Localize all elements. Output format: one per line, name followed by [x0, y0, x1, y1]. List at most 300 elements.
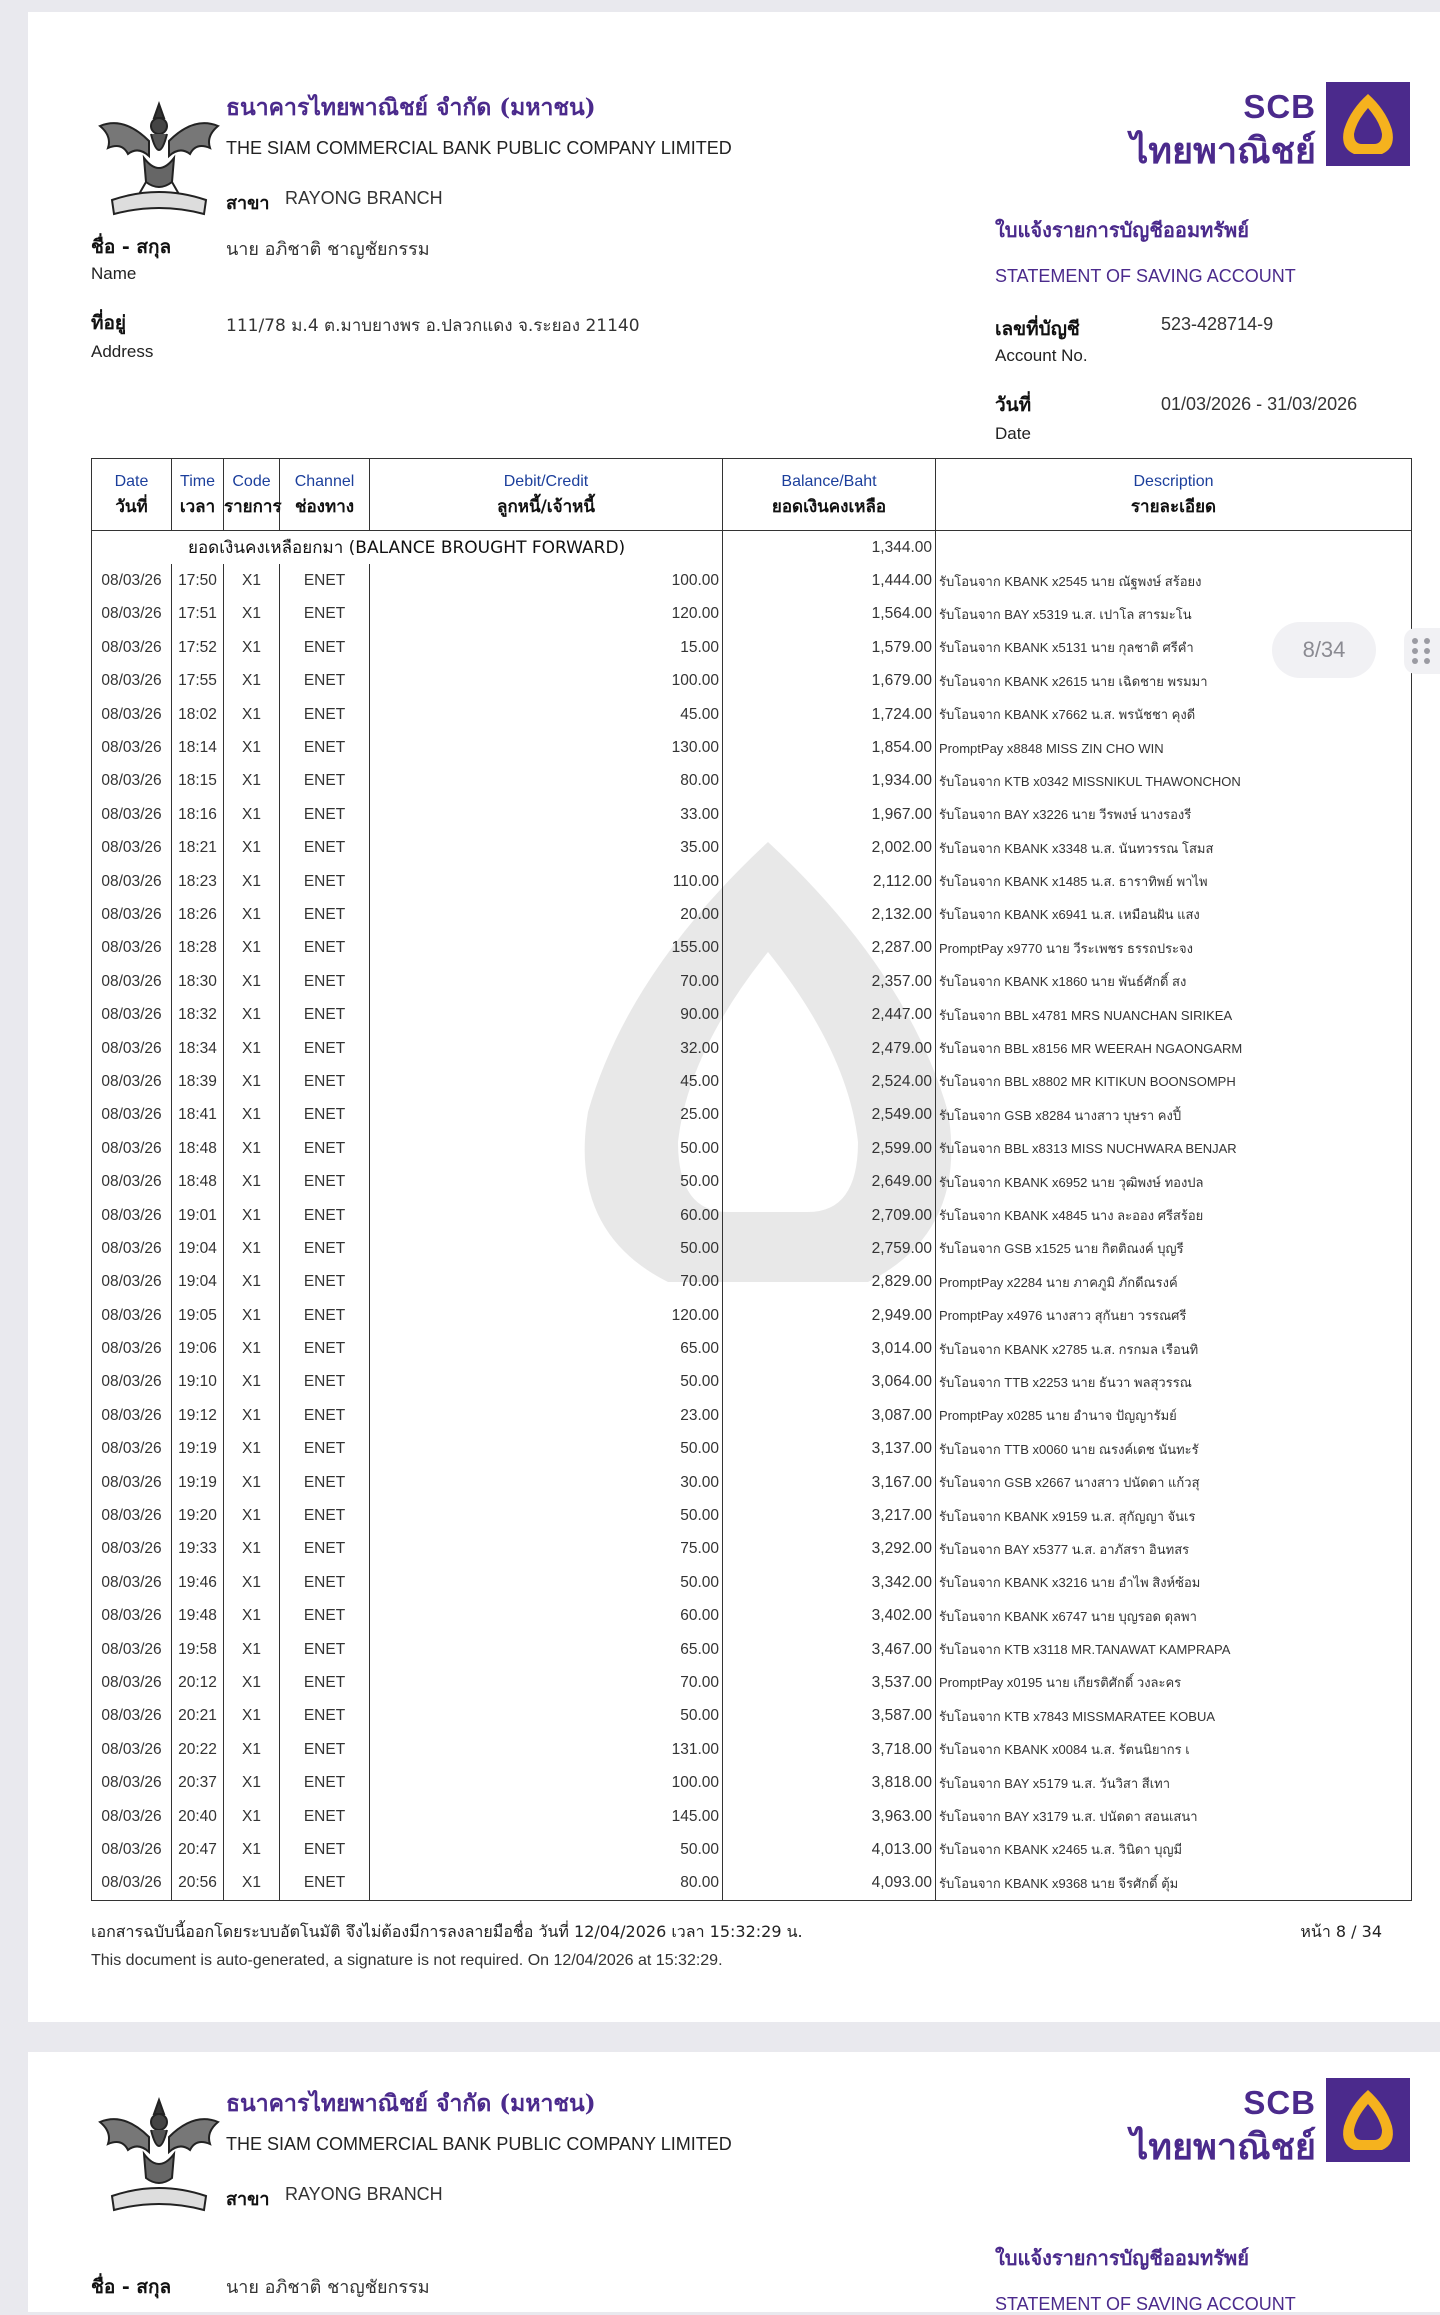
table-row — [92, 898, 1412, 931]
cell-channel: ENET — [280, 832, 370, 865]
cell-date: 08/03/26 — [92, 1366, 172, 1399]
cell-time: 18:39 — [172, 1065, 224, 1098]
cell-channel: ENET — [280, 1566, 370, 1599]
cell-description: รับโอนจาก KTB x3118 MR.TANAWAT KAMPRAPA — [936, 1633, 1412, 1666]
cell-balance: 1,679.00 — [723, 665, 936, 698]
page-number: หน้า 8 / 34 — [1300, 1922, 1382, 1941]
cell-amount: 32.00 — [370, 1032, 723, 1065]
cell-balance: 3,167.00 — [723, 1466, 936, 1499]
cell-time: 20:47 — [172, 1833, 224, 1866]
brought-forward-row — [92, 531, 1412, 565]
cell-description: รับโอนจาก KBANK x1860 นาย พันธ์ศักดิ์ สง — [936, 965, 1412, 998]
cell-channel: ENET — [280, 1032, 370, 1065]
cell-code: X1 — [224, 1833, 280, 1866]
cell-description: รับโอนจาก KBANK x1485 น.ส. ธาราทิพย์ พาไพ — [936, 865, 1412, 898]
cell-description: รับโอนจาก BAY x5179 น.ส. วันวิสา สีเทา — [936, 1766, 1412, 1799]
cell-balance: 2,002.00 — [723, 832, 936, 865]
cell-code: X1 — [224, 1232, 280, 1265]
cell-channel: ENET — [280, 1299, 370, 1332]
cell-amount: 50.00 — [370, 1566, 723, 1599]
cell-code: X1 — [224, 1633, 280, 1666]
cell-time: 19:19 — [172, 1466, 224, 1499]
branch-name: RAYONG BRANCH — [285, 2184, 443, 2204]
cell-code: X1 — [224, 865, 280, 898]
column-header-4 — [370, 459, 723, 531]
cell-channel: ENET — [280, 1766, 370, 1799]
cell-date: 08/03/26 — [92, 1132, 172, 1165]
cell-balance: 1,564.00 — [723, 598, 936, 631]
cell-channel: ENET — [280, 1332, 370, 1365]
cell-channel: ENET — [280, 1199, 370, 1232]
cell-channel: ENET — [280, 1700, 370, 1733]
column-header-6 — [936, 459, 1412, 531]
column-header-th: ยอดเงินคงเหลือ — [771, 496, 887, 517]
address-label-english: Address — [91, 342, 154, 361]
cell-amount: 100.00 — [370, 1766, 723, 1799]
cell-date: 08/03/26 — [92, 1867, 172, 1901]
cell-balance: 1,444.00 — [723, 564, 936, 597]
cell-channel: ENET — [280, 998, 370, 1031]
cell-time: 19:19 — [172, 1433, 224, 1466]
cell-channel: ENET — [280, 1833, 370, 1866]
cell-description: รับโอนจาก KBANK x6747 นาย บุญรอด ดุลพา — [936, 1600, 1412, 1633]
name-label-thai: ชื่อ - สกุล — [91, 2276, 172, 2298]
cell-time: 18:30 — [172, 965, 224, 998]
cell-balance: 3,217.00 — [723, 1499, 936, 1532]
cell-code: X1 — [224, 698, 280, 731]
cell-description: รับโอนจาก KBANK x0084 น.ส. รัตนนิยากร เ — [936, 1733, 1412, 1766]
cell-description: รับโอนจาก KBANK x9159 น.ส. สุกัญญา จันเร — [936, 1499, 1412, 1532]
scb-logo-thai-text: ไทยพาณิชย์ — [1130, 2127, 1316, 2168]
cell-code: X1 — [224, 1466, 280, 1499]
cell-description: รับโอนจาก KTB x7843 MISSMARATEE KOBUA — [936, 1700, 1412, 1733]
cell-date: 08/03/26 — [92, 1566, 172, 1599]
cell-date: 08/03/26 — [92, 1600, 172, 1633]
garuda-emblem-icon — [94, 96, 224, 220]
cell-amount: 65.00 — [370, 1633, 723, 1666]
cell-balance: 2,649.00 — [723, 1165, 936, 1198]
statement-title-thai: ใบแจ้งรายการบัญชีออมทรัพย์ — [995, 2246, 1249, 2270]
table-row — [92, 564, 1412, 597]
account-label-thai: เลขที่บัญชี — [995, 318, 1080, 340]
cell-amount: 100.00 — [370, 665, 723, 698]
cell-description: PromptPay x9770 นาย วีระเพชร ธรรถประจง — [936, 932, 1412, 965]
table-row — [92, 1633, 1412, 1666]
page-indicator[interactable]: 8/34 — [1272, 622, 1376, 678]
table-row — [92, 1533, 1412, 1566]
cell-date: 08/03/26 — [92, 1232, 172, 1265]
bank-name-english: THE SIAM COMMERCIAL BANK PUBLIC COMPANY LIMITED — [226, 2134, 732, 2154]
cell-balance: 3,137.00 — [723, 1433, 936, 1466]
statement-period: 01/03/2026 - 31/03/2026 — [1161, 394, 1358, 414]
statement-title-english: STATEMENT OF SAVING ACCOUNT — [995, 266, 1296, 286]
cell-amount: 20.00 — [370, 898, 723, 931]
cell-amount: 35.00 — [370, 832, 723, 865]
column-header-th: ลูกหนี้/เจ้าหนี้ — [497, 496, 595, 517]
table-row — [92, 1600, 1412, 1633]
cell-channel: ENET — [280, 1366, 370, 1399]
cell-time: 19:04 — [172, 1266, 224, 1299]
cell-date: 08/03/26 — [92, 832, 172, 865]
scb-logo-thai-text: ไทยพาณิชย์ — [1130, 131, 1316, 172]
cell-code: X1 — [224, 1600, 280, 1633]
cell-channel: ENET — [280, 1065, 370, 1098]
cell-code: X1 — [224, 564, 280, 597]
table-row — [92, 731, 1412, 764]
table-row — [92, 1433, 1412, 1466]
cell-amount: 50.00 — [370, 1165, 723, 1198]
cell-time: 18:28 — [172, 932, 224, 965]
cell-channel: ENET — [280, 698, 370, 731]
cell-description: รับโอนจาก KBANK x2615 นาย เฉิดชาย พรมมา — [936, 665, 1412, 698]
cell-amount: 33.00 — [370, 798, 723, 831]
table-header-row — [92, 459, 1412, 531]
cell-description: รับโอนจาก GSB x2667 นางสาว ปนัดดา แก้วสุ — [936, 1466, 1412, 1499]
scroll-grip-handle[interactable] — [1404, 628, 1440, 674]
cell-balance: 3,342.00 — [723, 1566, 936, 1599]
table-row — [92, 1800, 1412, 1833]
cell-date: 08/03/26 — [92, 1099, 172, 1132]
cell-date: 08/03/26 — [92, 1299, 172, 1332]
cell-code: X1 — [224, 731, 280, 764]
cell-date: 08/03/26 — [92, 1165, 172, 1198]
table-row — [92, 1099, 1412, 1132]
cell-description: รับโอนจาก KBANK x9368 นาย จีรศักดิ์ ตุ้ม — [936, 1867, 1412, 1901]
cell-time: 20:21 — [172, 1700, 224, 1733]
cell-balance: 4,093.00 — [723, 1867, 936, 1901]
cell-description: รับโอนจาก KBANK x2465 น.ส. วินิดา บุญมี — [936, 1833, 1412, 1866]
cell-time: 19:58 — [172, 1633, 224, 1666]
table-row — [92, 832, 1412, 865]
cell-time: 18:02 — [172, 698, 224, 731]
column-header-th: รายการ — [224, 496, 282, 517]
cell-description: รับโอนจาก BBL x4781 MRS NUANCHAN SIRIKEA — [936, 998, 1412, 1031]
date-label-thai: วันที่ — [995, 394, 1032, 416]
transactions-table — [91, 458, 1412, 1901]
cell-description: PromptPay x4976 นางสาว สุกันยา วรรณศรี — [936, 1299, 1412, 1332]
column-header-1 — [172, 459, 224, 531]
cell-balance: 3,402.00 — [723, 1600, 936, 1633]
table-row — [92, 1299, 1412, 1332]
cell-channel: ENET — [280, 1800, 370, 1833]
cell-time: 17:52 — [172, 631, 224, 664]
cell-balance: 3,087.00 — [723, 1399, 936, 1432]
statement-title-thai: ใบแจ้งรายการบัญชีออมทรัพย์ — [995, 218, 1249, 242]
cell-amount: 50.00 — [370, 1833, 723, 1866]
table-row — [92, 1466, 1412, 1499]
cell-code: X1 — [224, 1065, 280, 1098]
cell-amount: 50.00 — [370, 1700, 723, 1733]
cell-time: 18:21 — [172, 832, 224, 865]
cell-amount: 50.00 — [370, 1366, 723, 1399]
cell-description: รับโอนจาก BAY x5377 น.ส. อาภัสรา อินทสร — [936, 1533, 1412, 1566]
cell-channel: ENET — [280, 1633, 370, 1666]
cell-amount: 65.00 — [370, 1332, 723, 1365]
cell-balance: 2,599.00 — [723, 1132, 936, 1165]
cell-description: รับโอนจาก KBANK x5131 นาย กุลชาติ ศรีคำ — [936, 631, 1412, 664]
table-row — [92, 1132, 1412, 1165]
cell-balance: 3,537.00 — [723, 1666, 936, 1699]
bank-name-english: THE SIAM COMMERCIAL BANK PUBLIC COMPANY LIMITED — [226, 138, 732, 158]
cell-channel: ENET — [280, 1165, 370, 1198]
cell-amount: 45.00 — [370, 1065, 723, 1098]
cell-time: 18:41 — [172, 1099, 224, 1132]
cell-amount: 50.00 — [370, 1499, 723, 1532]
cell-amount: 110.00 — [370, 865, 723, 898]
cell-amount: 25.00 — [370, 1099, 723, 1132]
cell-time: 19:46 — [172, 1566, 224, 1599]
cell-channel: ENET — [280, 1266, 370, 1299]
brought-forward-label: ยอดเงินคงเหลือยกมา (BALANCE BROUGHT FORWARD) — [92, 531, 723, 565]
cell-amount: 75.00 — [370, 1533, 723, 1566]
cell-description: รับโอนจาก KBANK x2545 นาย ณัฐพงษ์ สร้อยง — [936, 564, 1412, 597]
cell-time: 18:14 — [172, 731, 224, 764]
cell-channel: ENET — [280, 932, 370, 965]
cell-amount: 50.00 — [370, 1433, 723, 1466]
cell-balance: 2,447.00 — [723, 998, 936, 1031]
cell-description: PromptPay x0285 นาย อำนาจ ปัญญารัมย์ — [936, 1399, 1412, 1432]
cell-code: X1 — [224, 1800, 280, 1833]
cell-date: 08/03/26 — [92, 564, 172, 597]
cell-code: X1 — [224, 898, 280, 931]
cell-date: 08/03/26 — [92, 1199, 172, 1232]
cell-description: รับโอนจาก KBANK x7662 น.ส. พรนัชชา คุงดี — [936, 698, 1412, 731]
table-row — [92, 1399, 1412, 1432]
cell-balance: 3,818.00 — [723, 1766, 936, 1799]
brought-forward-balance: 1,344.00 — [723, 531, 936, 565]
cell-code: X1 — [224, 1499, 280, 1532]
cell-channel: ENET — [280, 1433, 370, 1466]
table-row — [92, 1165, 1412, 1198]
cell-balance: 4,013.00 — [723, 1833, 936, 1866]
cell-time: 19:10 — [172, 1366, 224, 1399]
cell-description: รับโอนจาก TTB x0060 นาย ณรงค์เดช นันทะรั — [936, 1433, 1412, 1466]
cell-date: 08/03/26 — [92, 998, 172, 1031]
name-label-english: Name — [91, 264, 137, 283]
cell-channel: ENET — [280, 731, 370, 764]
cell-amount: 120.00 — [370, 598, 723, 631]
cell-channel: ENET — [280, 1466, 370, 1499]
cell-code: X1 — [224, 1266, 280, 1299]
cell-code: X1 — [224, 1366, 280, 1399]
cell-amount: 30.00 — [370, 1466, 723, 1499]
cell-amount: 120.00 — [370, 1299, 723, 1332]
brought-forward-desc — [936, 531, 1412, 565]
cell-amount: 23.00 — [370, 1399, 723, 1432]
table-row — [92, 1032, 1412, 1065]
table-row — [92, 1833, 1412, 1866]
cell-time: 18:23 — [172, 865, 224, 898]
cell-time: 19:48 — [172, 1600, 224, 1633]
cell-date: 08/03/26 — [92, 932, 172, 965]
cell-balance: 2,479.00 — [723, 1032, 936, 1065]
cell-date: 08/03/26 — [92, 1399, 172, 1432]
cell-description: รับโอนจาก BAY x3226 นาย วีรพงษ์ นางรองรี — [936, 798, 1412, 831]
cell-channel: ENET — [280, 1533, 370, 1566]
table-row — [92, 998, 1412, 1031]
cell-time: 18:48 — [172, 1165, 224, 1198]
cell-amount: 155.00 — [370, 932, 723, 965]
cell-code: X1 — [224, 1032, 280, 1065]
cell-date: 08/03/26 — [92, 1065, 172, 1098]
cell-time: 20:37 — [172, 1766, 224, 1799]
footer-note-english: This document is auto-generated, a signature is not required. On 12/04/2026 at 15:32:29. — [91, 1952, 723, 1969]
cell-channel: ENET — [280, 598, 370, 631]
scb-logo-text: SCB — [1243, 2084, 1316, 2121]
column-header-en: Balance/Baht — [781, 472, 877, 490]
cell-code: X1 — [224, 1199, 280, 1232]
cell-balance: 2,549.00 — [723, 1099, 936, 1132]
cell-description: รับโอนจาก KBANK x6952 นาย วุฒิพงษ์ ทองปล — [936, 1165, 1412, 1198]
cell-time: 20:40 — [172, 1800, 224, 1833]
cell-code: X1 — [224, 832, 280, 865]
cell-code: X1 — [224, 932, 280, 965]
account-label-english: Account No. — [995, 346, 1088, 365]
cell-channel: ENET — [280, 665, 370, 698]
cell-balance: 3,014.00 — [723, 1332, 936, 1365]
table-row — [92, 1867, 1412, 1901]
cell-code: X1 — [224, 631, 280, 664]
date-label-english: Date — [995, 424, 1031, 443]
cell-code: X1 — [224, 1433, 280, 1466]
column-header-en: Debit/Credit — [503, 472, 589, 490]
cell-balance: 1,934.00 — [723, 765, 936, 798]
cell-amount: 50.00 — [370, 1232, 723, 1265]
column-header-5 — [723, 459, 936, 531]
cell-time: 19:20 — [172, 1499, 224, 1532]
cell-description: รับโอนจาก KBANK x6941 น.ส. เหมือนฝัน แสง — [936, 898, 1412, 931]
cell-channel: ENET — [280, 1600, 370, 1633]
column-header-0 — [92, 459, 172, 531]
table-row — [92, 1232, 1412, 1265]
cell-code: X1 — [224, 1132, 280, 1165]
cell-balance: 2,829.00 — [723, 1266, 936, 1299]
cell-channel: ENET — [280, 865, 370, 898]
customer-name: นาย อภิชาติ ชาญชัยกรรม — [226, 239, 430, 260]
table-row — [92, 1065, 1412, 1098]
cell-description: รับโอนจาก GSB x8284 นางสาว บุษรา คงปี้ — [936, 1099, 1412, 1132]
cell-balance: 2,949.00 — [723, 1299, 936, 1332]
cell-balance: 1,967.00 — [723, 798, 936, 831]
cell-amount: 90.00 — [370, 998, 723, 1031]
cell-channel: ENET — [280, 1867, 370, 1901]
cell-code: X1 — [224, 965, 280, 998]
cell-amount: 80.00 — [370, 1867, 723, 1901]
cell-balance: 2,287.00 — [723, 932, 936, 965]
customer-name: นาย อภิชาติ ชาญชัยกรรม — [226, 2277, 430, 2298]
cell-code: X1 — [224, 1666, 280, 1699]
cell-description: รับโอนจาก KBANK x3216 นาย อำไพ สิงห์ซ้อม — [936, 1566, 1412, 1599]
table-row — [92, 1566, 1412, 1599]
cell-amount: 130.00 — [370, 731, 723, 764]
cell-date: 08/03/26 — [92, 1032, 172, 1065]
cell-description: รับโอนจาก KBANK x3348 น.ส. นันทวรรณ โสมส — [936, 832, 1412, 865]
cell-description: รับโอนจาก BBL x8313 MISS NUCHWARA BENJAR — [936, 1132, 1412, 1165]
footer-note-thai: เอกสารฉบับนี้ออกโดยระบบอัตโนมัติ จึงไม่ต้องมีการลงลายมือชื่อ วันที่ 12/04/2026 เวลา 15:32:29 น. — [91, 1922, 803, 1941]
name-label-thai: ชื่อ - สกุล — [91, 236, 172, 258]
table-row — [92, 1266, 1412, 1299]
cell-code: X1 — [224, 1733, 280, 1766]
cell-channel: ENET — [280, 898, 370, 931]
cell-channel: ENET — [280, 965, 370, 998]
branch-label: สาขา — [226, 193, 270, 214]
cell-date: 08/03/26 — [92, 731, 172, 764]
cell-date: 08/03/26 — [92, 1800, 172, 1833]
cell-time: 18:26 — [172, 898, 224, 931]
cell-code: X1 — [224, 1399, 280, 1432]
cell-date: 08/03/26 — [92, 1266, 172, 1299]
table-row — [92, 865, 1412, 898]
cell-description: รับโอนจาก GSB x1525 นาย กิตติณงค์ บุญรี — [936, 1232, 1412, 1265]
cell-description: รับโอนจาก BAY x5319 น.ส. เปาโล สารมะโน — [936, 598, 1412, 631]
cell-date: 08/03/26 — [92, 1499, 172, 1532]
cell-date: 08/03/26 — [92, 965, 172, 998]
cell-description: รับโอนจาก BAY x3179 น.ส. ปนัดดา สอนเสนา — [936, 1800, 1412, 1833]
table-row — [92, 1366, 1412, 1399]
cell-time: 18:34 — [172, 1032, 224, 1065]
cell-balance: 2,709.00 — [723, 1199, 936, 1232]
table-row — [92, 598, 1412, 631]
table-row — [92, 1499, 1412, 1532]
cell-code: X1 — [224, 1332, 280, 1365]
cell-time: 19:04 — [172, 1232, 224, 1265]
column-header-en: Time — [180, 472, 215, 490]
cell-channel: ENET — [280, 1099, 370, 1132]
table-row — [92, 665, 1412, 698]
cell-code: X1 — [224, 1165, 280, 1198]
cell-date: 08/03/26 — [92, 598, 172, 631]
cell-time: 17:55 — [172, 665, 224, 698]
table-row — [92, 932, 1412, 965]
cell-description: PromptPay x0195 นาย เกียรติศักดิ์ วงละคร — [936, 1666, 1412, 1699]
cell-date: 08/03/26 — [92, 1833, 172, 1866]
branch-label: สาขา — [226, 2189, 270, 2210]
garuda-emblem-icon — [94, 2092, 224, 2216]
cell-code: X1 — [224, 1099, 280, 1132]
cell-code: X1 — [224, 798, 280, 831]
cell-amount: 60.00 — [370, 1199, 723, 1232]
cell-description: รับโอนจาก KBANK x4845 นาง ละออง ศรีสร้อย — [936, 1199, 1412, 1232]
cell-code: X1 — [224, 665, 280, 698]
table-row — [92, 631, 1412, 664]
column-header-th: วันที่ — [115, 496, 148, 517]
statement-page-8 — [28, 12, 1440, 2022]
cell-description: รับโอนจาก KBANK x2785 น.ส. กรกมล เรือนทิ — [936, 1332, 1412, 1365]
table-row — [92, 698, 1412, 731]
cell-description: รับโอนจาก KTB x0342 MISSNIKUL THAWONCHON — [936, 765, 1412, 798]
cell-amount: 50.00 — [370, 1132, 723, 1165]
cell-amount: 15.00 — [370, 631, 723, 664]
table-row — [92, 798, 1412, 831]
cell-channel: ENET — [280, 1499, 370, 1532]
table-row — [92, 1332, 1412, 1365]
bank-name-thai: ธนาคารไทยพาณิชย์ จำกัด (มหาชน) — [226, 94, 596, 121]
table-row — [92, 1666, 1412, 1699]
cell-time: 19:33 — [172, 1533, 224, 1566]
cell-description: รับโอนจาก BBL x8156 MR WEERAH NGAONGARM — [936, 1032, 1412, 1065]
bank-name-thai: ธนาคารไทยพาณิชย์ จำกัด (มหาชน) — [226, 2090, 596, 2117]
column-header-en: Channel — [294, 472, 355, 490]
cell-amount: 145.00 — [370, 1800, 723, 1833]
cell-channel: ENET — [280, 1399, 370, 1432]
cell-code: X1 — [224, 1766, 280, 1799]
branch-name: RAYONG BRANCH — [285, 188, 443, 208]
cell-description: PromptPay x2284 นาย ภาคภูมิ ภักดีณรงค์ — [936, 1266, 1412, 1299]
cell-code: X1 — [224, 1867, 280, 1901]
scb-logo-icon — [1326, 2078, 1410, 2162]
cell-amount: 100.00 — [370, 564, 723, 597]
cell-code: X1 — [224, 598, 280, 631]
